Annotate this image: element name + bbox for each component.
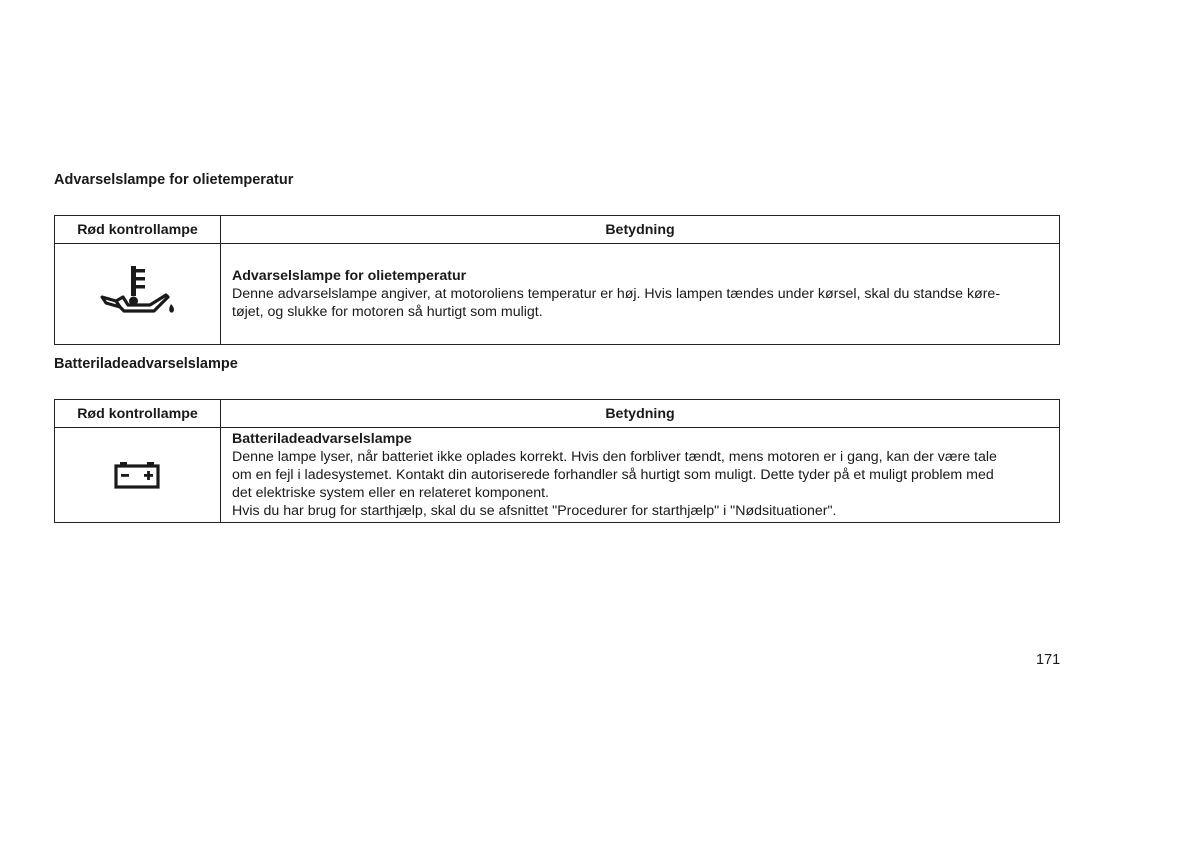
section-heading-oil-temperature: Advarselslampe for olietemperatur xyxy=(54,172,294,188)
oil-temperature-icon xyxy=(98,286,178,302)
meaning-title: Advarselslampe for olietemperatur xyxy=(232,268,467,284)
meaning-title: Batteriladeadvarselslampe xyxy=(232,431,412,447)
table-header-row xyxy=(55,216,1060,244)
oil-temperature-table xyxy=(54,215,1060,345)
meaning-text-line: det elektriske system eller en relateret komponent. xyxy=(232,485,550,501)
column-header-lamp: Rød kontrollampe xyxy=(55,400,221,428)
column-header-lamp: Rød kontrollampe xyxy=(55,216,221,244)
table-row xyxy=(55,244,1060,345)
meaning-text-line: om en fejl i ladesystemet. Kontakt din autoriserede forhandler så hurtigt som muligt. Dette tyder på et muligt problem med xyxy=(232,467,994,483)
meaning-text-line: Hvis du har brug for starthjælp, skal du se afsnittet "Procedurer for starthjælp" i "Nødsituationer". xyxy=(232,503,837,519)
meaning-cell xyxy=(221,428,1060,523)
meaning-cell xyxy=(221,244,1060,345)
table-header-row xyxy=(55,400,1060,428)
table-row xyxy=(55,428,1060,523)
lamp-icon-cell xyxy=(55,244,221,345)
page-number: 171 xyxy=(1036,652,1061,668)
battery-icon xyxy=(113,467,163,483)
meaning-text-line: Denne lampe lyser, når batteriet ikke oplades korrekt. Hvis den forbliver tændt, mens motoren er i gang, kan der være tale xyxy=(232,449,997,465)
battery-table xyxy=(54,399,1060,523)
meaning-text-line: Denne advarselslampe angiver, at motoroliens temperatur er høj. Hvis lampen tændes under kørsel, skal du standse køre- xyxy=(232,286,1001,302)
meaning-text-line: tøjet, og slukke for motoren så hurtigt som muligt. xyxy=(232,304,543,320)
column-header-meaning: Betydning xyxy=(221,400,1060,428)
lamp-icon-cell xyxy=(55,428,221,523)
section-heading-battery: Batteriladeadvarselslampe xyxy=(54,356,238,372)
column-header-meaning: Betydning xyxy=(221,216,1060,244)
